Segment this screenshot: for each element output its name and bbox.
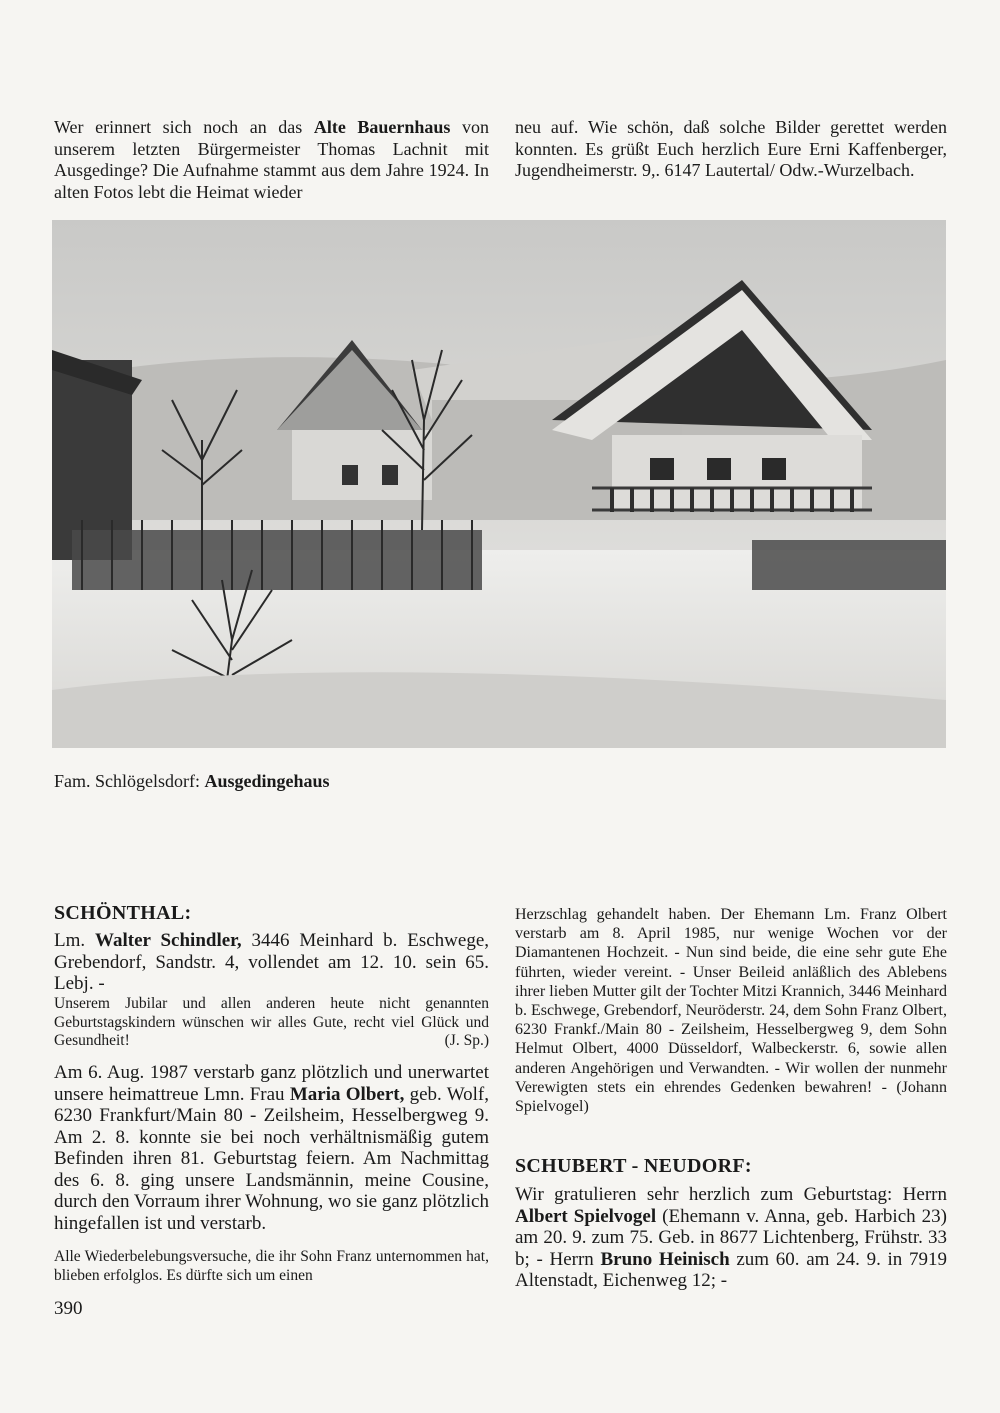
- intro-bold-house: Alte Bauernhaus: [313, 117, 451, 137]
- schoenthal-wishes: [54, 995, 489, 1051]
- obituary-continued: Alle Wiederbelebungsversuche, die ihr Sohn Franz unternommen hat, blieben erfolglos. Es dürfte sich um einen: [54, 1248, 489, 1284]
- albert-spielvogel-name: Albert Spielvogel: [515, 1205, 657, 1227]
- caption-prefix: Fam. Schlögelsdorf:: [54, 771, 205, 791]
- photo-caption: [54, 771, 330, 792]
- obituary-right-column: Herzschlag gehandelt haben. Der Ehemann Lm. Franz Olbert verstarb am 8. April 1985, nur wenige Wochen vor der Diamantenen Hochzeit. - Nun sind beide, die eine sehr gute Ehe führten, wieder vereint. - Unser Beileid anläßlich des Ablebens ihrer lieben Mutter gilt der Tochter Mitzi Krannich, 3446 Meinhard b. Eschwege, Grebendorf, Neuröderstr. 24, dem Sohn Franz Olbert, 6230 Frankf./Main 80 - Zeilsheim, Hesselbergweg 9, dem Sohn Helmut Olbert, 4000 Düsseldorf, Walbeckerstr. 6, sowie allen anderen Angehörigen und Verwandten. - Wir wollen der nunmehr Verewigten stets ein ehrendes Gedenken bewahren! - (Johann Spielvogel): [515, 906, 947, 1116]
- wishes-text: Unserem Jubilar und allen anderen heute nicht genannten Geburtstagskindern wünschen wir alles Gute, recht viel Glück und Gesundheit!: [54, 995, 489, 1049]
- caption-bold: Ausgedingehaus: [204, 771, 330, 791]
- bruno-heinisch-name: Bruno Heinisch: [600, 1248, 730, 1270]
- intro-text-2: von unserem letzten Bürgermeister Thomas Lachnit mit Ausgedinge? Die Aufnahme stammt aus dem Jahre 1924. In alten Fotos lebt die Heimat wieder: [54, 117, 490, 202]
- farmhouse-photo-drawing: [52, 220, 946, 748]
- maria-olbert-name: Maria Olbert,: [289, 1083, 405, 1105]
- walter-schindler-name: Walter Schindler,: [95, 930, 242, 951]
- schubert-birthdays: [515, 1184, 947, 1292]
- intro-text-1: Wer erinnert sich noch an das: [54, 117, 314, 137]
- page-number: 390: [54, 1298, 83, 1319]
- birthday-details: 3446 Meinhard b. Eschwege, Grebendorf, Sandstr. 4, vollendet am 12. 10. sein 65. Lebj. -: [54, 930, 489, 994]
- intro-right: [515, 117, 947, 182]
- schubert-heading: SCHUBERT - NEUDORF:: [515, 1155, 752, 1177]
- schoenthal-birthday: [54, 930, 489, 995]
- schubert-text-2: (Ehemann v. Anna, geb. Harbich 23) am 20. 9. zum 75. Geb. in 8677 Lichtenberg, Frühstr. 33 b; - Herrn: [515, 1205, 947, 1270]
- farmhouse-photo: [52, 220, 946, 748]
- obituary-maria-olbert: [54, 1062, 489, 1234]
- schubert-text-3: zum 60. am 24. 9. in 7919 Altenstadt, Eichenweg 12; -: [515, 1248, 947, 1291]
- lm-prefix: Lm.: [54, 930, 96, 951]
- intro-left: [54, 117, 489, 203]
- obituary-text-2: geb. Wolf, 6230 Frankfurt/Main 80 - Zeilsheim, Hesselbergweg 9. Am 2. 8. konnte sie bei noch verhältnismäßig gutem Befinden ihren 81. Geburtstag feiern. Am Nachmittag des 6. 8. ging unsere Landsmännin, meine Cousine, durch den Vorraum ihrer Wohnung, wo sie ganz plötzlich hingefallen ist und verstarb.: [54, 1083, 490, 1234]
- schubert-text-1: Wir gratulieren sehr herzlich zum Geburtstag: Herrn: [515, 1184, 947, 1205]
- intro-right-text: neu auf. Wie schön, daß solche Bilder gerettet werden konnten. Es grüßt Euch herzlich Eure Erni Kaffenberger, Jugendheimerstr. 9,. 6147 Lautertal/ Odw.-Wurzelbach.: [515, 117, 947, 180]
- intro-left-text: [54, 117, 489, 203]
- schoenthal-heading: SCHÖNTHAL:: [54, 902, 192, 924]
- obituary-text-1: Am 6. Aug. 1987 verstarb ganz plötzlich und unerwartet unsere heimattreue Lmn. Frau: [54, 1062, 489, 1105]
- wishes-signature: (J. Sp.): [444, 1032, 489, 1049]
